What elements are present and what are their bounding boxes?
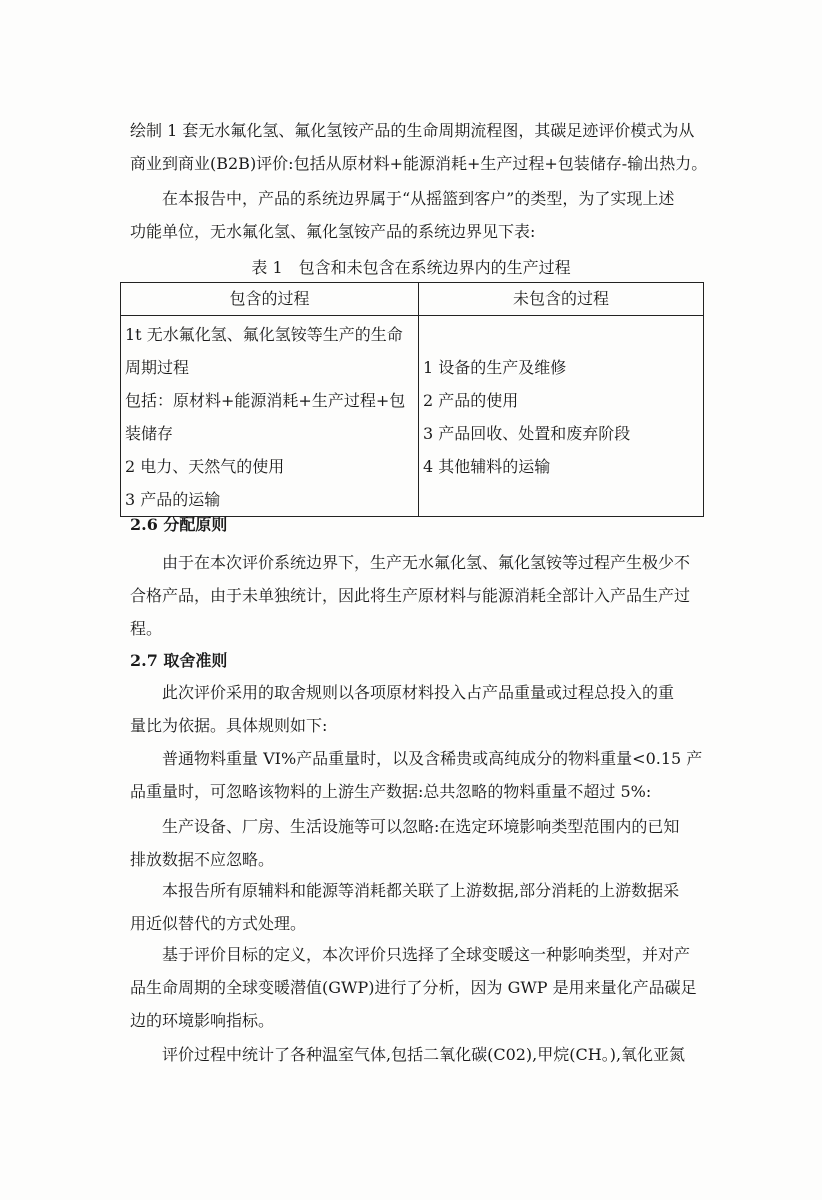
- text-line: 在本报告中，产品的系统边界属于“从摇篮到客户”的类型，为了实现上述: [162, 189, 675, 208]
- table-header-row: [121, 283, 704, 316]
- text-line: 品生命周期的全球变暖潜值(GWP)进行了分析，因为 GWP 是用来量化产品碳足: [130, 978, 697, 997]
- excluded-item: 4 其他辅料的运输: [423, 457, 551, 476]
- excluded-cell: [419, 316, 704, 517]
- excluded-item: 1 设备的生产及维修: [423, 358, 567, 377]
- cutoff-paragraph-6: [130, 1038, 710, 1071]
- text-line: 边的环境影响指标。: [130, 1011, 275, 1030]
- text-line: 此次评价采用的取舍规则以各项原材料投入占产品重量或过程总投入的重: [162, 683, 675, 702]
- text-line: 普通物料重量 VI%产品重量时，以及含稀贵或高纯成分的物料重量<0.15 产: [162, 749, 703, 768]
- included-item: 1t 无水氟化氢、氟化氢铵等生产的生命: [125, 325, 403, 344]
- included-item: 周期过程: [125, 358, 190, 377]
- excluded-item: 3 产品回收、处置和废弃阶段: [423, 424, 631, 443]
- section-heading-2-7: 2.7 取舍准则: [130, 651, 228, 670]
- table-header-included: 包含的过程: [121, 283, 419, 316]
- included-item: 装储存: [125, 424, 174, 443]
- text-line: 商业到商业(B2B)评价:包括从原材料+能源消耗+生产过程+包装储存-输出热力。: [130, 154, 708, 173]
- included-cell: [121, 316, 419, 517]
- text-line: 基于评价目标的定义，本次评价只选择了全球变暖这一种影响类型，并对产: [162, 945, 691, 964]
- intro-paragraph: [130, 114, 710, 180]
- table-header-excluded: 未包含的过程: [419, 283, 704, 316]
- text-line: 评价过程中统计了各种温室气体,包括二氧化碳(C02),甲烷(CH。),氧化亚氮: [162, 1045, 686, 1064]
- included-item: 包括：原材料+能源消耗+生产过程+包: [125, 391, 406, 410]
- cutoff-paragraph-5: [130, 938, 710, 1037]
- text-line: 功能单位，无水氟化氢、氟化氢铵产品的系统边界见下表:: [130, 222, 536, 241]
- section-heading-2-6: 2.6 分配原则: [130, 515, 228, 534]
- text-line: 本报告所有原辅料和能源等消耗都关联了上游数据,部分消耗的上游数据采: [162, 881, 680, 900]
- table-caption: 表 1 包含和未包含在系统边界内的生产过程: [251, 258, 571, 277]
- text-line: 生产设备、厂房、生活设施等可以忽略:在选定环境影响类型范围内的已知: [162, 817, 680, 836]
- text-line: 程。: [130, 619, 163, 638]
- included-item: 3 产品的运输: [125, 490, 221, 509]
- text-line: 用近似替代的方式处理。: [130, 914, 307, 933]
- text-line: 量比为依据。具体规则如下:: [130, 716, 328, 735]
- excluded-item: 2 产品的使用: [423, 391, 519, 410]
- cutoff-paragraph-1: [130, 676, 710, 742]
- text-line: 排放数据不应忽略。: [130, 850, 275, 869]
- cutoff-paragraph-3: [130, 810, 710, 876]
- text-line: 合格产品，由于未单独统计，因此将生产原材料与能源消耗全部计入产品生产过: [130, 586, 691, 605]
- allocation-paragraph: [130, 546, 710, 645]
- text-line: 绘制 1 套无水氟化氢、氟化氢铵产品的生命周期流程图，其碳足迹评价模式为从: [130, 121, 695, 140]
- boundary-paragraph: [130, 182, 710, 248]
- text-line: 由于在本次评价系统边界下，生产无水氟化氢、氟化氢铵等过程产生极少不: [162, 553, 691, 572]
- text-line: 品重量时，可忽略该物料的上游生产数据:总共忽略的物料重量不超过 5%:: [130, 782, 652, 801]
- system-boundary-table: [120, 282, 704, 517]
- table-row: [121, 316, 704, 517]
- included-item: 2 电力、天然气的使用: [125, 457, 285, 476]
- cutoff-paragraph-2: [130, 742, 710, 808]
- cutoff-paragraph-4: [130, 874, 710, 940]
